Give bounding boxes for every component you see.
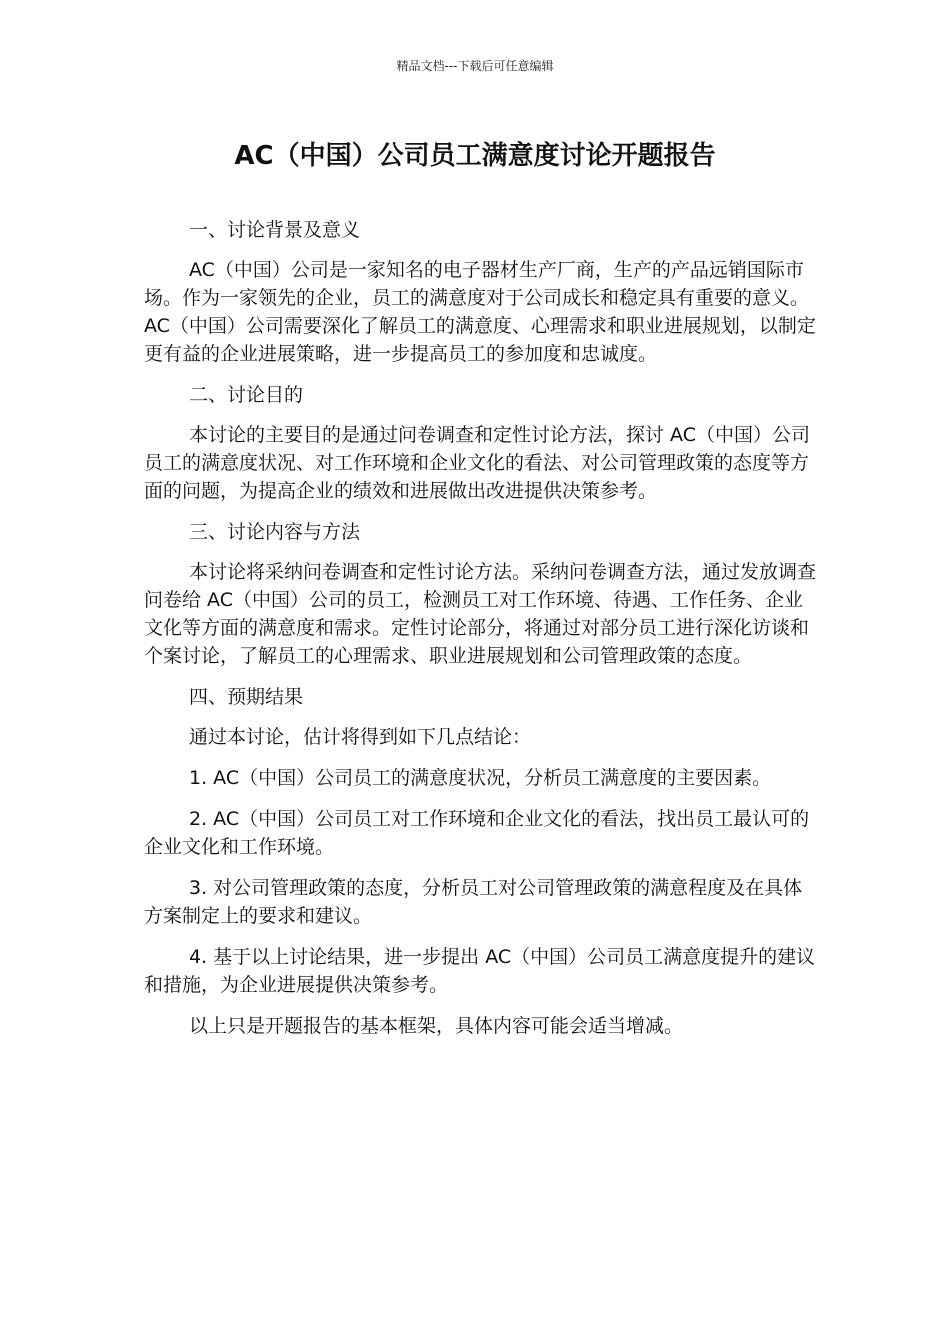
section-heading-methods: 三、讨论内容与方法 [189,521,361,543]
section-heading-purpose: 二、讨论目的 [189,384,304,406]
document-body [144,216,820,1053]
list-item: 4. 基于以上讨论结果，进一步提出 AC（中国）公司员工满意度提升的建议和措施，为企业进展提供决策参考。 [144,946,816,996]
section-heading-background: 一、讨论背景及意义 [189,219,361,241]
header-note: 精品文档---下载后可任意编辑 [396,59,554,73]
document-title: AC（中国）公司员工满意度讨论开题报告 [234,141,716,171]
section-heading-expected-results: 四、预期结果 [189,686,304,708]
closing-paragraph: 以上只是开题报告的基本框架，具体内容可能会适当增减。 [189,1015,684,1037]
list-item: 1. AC（中国）公司员工的满意度状况，分析员工满意度的主要因素。 [189,767,772,789]
list-item: 2. AC（中国）公司员工对工作环境和企业文化的看法，找出员工最认可的企业文化和工作环境。 [144,808,810,858]
paragraph-methods: 本讨论将采纳问卷调查和定性讨论方法。采纳问卷调查方法，通过发放调查问卷给 AC（中国）公司的员工，检测员工对工作环境、待遇、工作任务、企业文化等方面的满意度和需求。定性讨论部分，将通过对部分员工进行深化访谈和个案讨论，了解员工的心理需求、职业进展规划和公司管理政策的态度。 [144,561,817,667]
paragraph-background: AC（中国）公司是一家知名的电子器材生产厂商，生产的产品远销国际市场。作为一家领先的企业，员工的满意度对于公司成长和稳定具有重要的意义。AC（中国）公司需要深化了解员工的满意度、心理需求和职业进展规划，以制定更有益的企业进展策略，进一步提高员工的参加度和忠诚度。 [144,259,816,365]
paragraph-expected-intro: 通过本讨论，估计将得到如下几点结论： [189,726,532,748]
paragraph-purpose: 本讨论的主要目的是通过问卷调查和定性讨论方法，探讨 AC（中国）公司员工的满意度状况、对工作环境和企业文化的看法、对公司管理政策的态度等方面的问题，为提高企业的绩效和进展做出改进提供决策参考。 [144,424,810,502]
list-item: 3. 对公司管理政策的态度，分析员工对公司管理政策的满意程度及在具体方案制定上的要求和建议。 [144,877,803,927]
